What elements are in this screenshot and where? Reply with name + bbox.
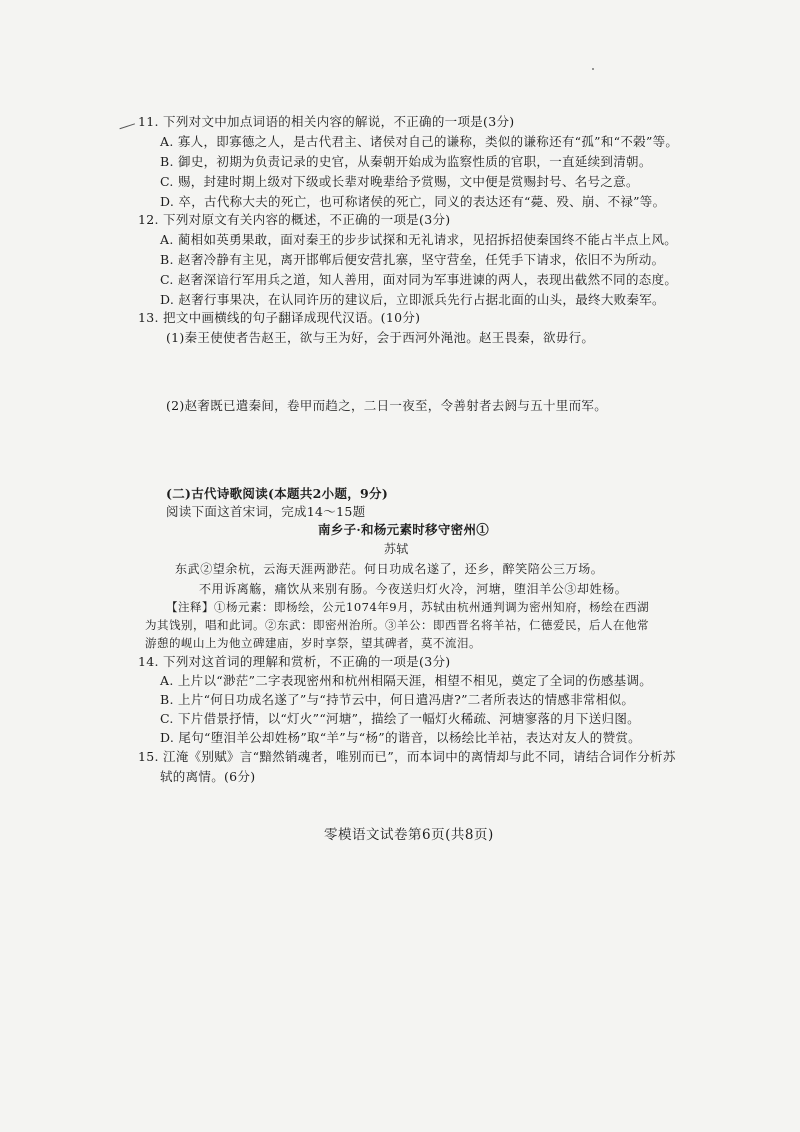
q14-stem: 14. 下列对这首词的理解和赏析，不正确的一项是(3分) — [138, 654, 451, 669]
q11-option-b: B. 御史，初期为负责记录的史官，从秦朝开始成为监察性质的官职，一直延续到清朝。 — [160, 154, 652, 169]
q14-option-b: B. 上片“何日功成名遂了”与“持节云中，何日遣冯唐?”二者所表达的情感非常相似。 — [160, 692, 635, 707]
q14-option-d: D. 尾句“堕泪羊公却姓杨”取“羊”与“杨”的谐音，以杨绘比羊祜，表达对友人的赞赏。 — [160, 730, 641, 745]
q12-option-b: B. 赵奢冷静有主见，离开邯郸后便安营扎寨，坚守营垒，任凭手下请求，依旧不为所动。 — [160, 252, 665, 267]
page-footer: 零模语文试卷第6页(共8页) — [324, 827, 494, 843]
scan-speck — [592, 68, 594, 70]
q11-option-c: C. 赐，封建时期上级对下级或长辈对晚辈给予赏赐，文中便是赏赐封号、名号之意。 — [160, 174, 639, 189]
q11-option-d: D. 卒，古代称大夫的死亡，也可称诸侯的死亡，同义的表达还有“薨、殁、崩、不禄”等。 — [160, 194, 666, 209]
poem-note-3: 游憩的岘山上为他立碑建庙，岁时享祭，望其碑者，莫不流泪。 — [145, 636, 481, 650]
q12-option-c: C. 赵奢深谙行军用兵之道，知人善用，面对同为军事进谏的两人，表现出截然不同的态度。 — [160, 272, 678, 287]
q13-sentence-2: (2)赵奢既已遣秦间，卷甲而趋之，二日一夜至，令善射者去阏与五十里而军。 — [166, 398, 608, 413]
poem-note-2: 为其饯别，唱和此词。②东武：即密州治所。③羊公：即西晋名将羊祜，仁德爱民，后人在他常 — [145, 618, 649, 632]
q14-option-a: A. 上片以“渺茫”二字表现密州和杭州相隔天涯，相望不相见，奠定了全词的伤感基调。 — [160, 673, 653, 688]
q15-stem: 15. 江淹《别赋》言“黯然销魂者，唯别而已”，而本词中的离情却与此不同，请结合词作分析苏 — [138, 749, 676, 764]
poem-line-2: 不用诉离觞，痛饮从来别有肠。今夜送归灯火冷，河塘，堕泪羊公③却姓杨。 — [199, 582, 628, 596]
section-instruction: 阅读下面这首宋词，完成14～15题 — [166, 504, 366, 519]
q12-option-a: A. 蔺相如英勇果敢，面对秦王的步步试探和无礼请求，见招拆招使秦国终不能占半点上风。 — [160, 232, 678, 247]
q11-stem: 11. 下列对文中加点词语的相关内容的解说，不正确的一项是(3分) — [138, 114, 515, 129]
q12-stem: 12. 下列对原文有关内容的概述，不正确的一项是(3分) — [138, 212, 451, 227]
q12-option-d: D. 赵奢行事果决，在认同许历的建议后，立即派兵先行占据北面的山头，最终大败秦军。 — [160, 292, 665, 307]
poem-line-1: 东武②望余杭，云海天涯两渺茫。何日功成名遂了，还乡，醉笑陪公三万场。 — [175, 562, 604, 576]
poem-author: 苏轼 — [384, 542, 409, 556]
q13-sentence-1: (1)秦王使使者告赵王，欲与王为好，会于西河外渑池。赵王畏秦，欲毋行。 — [166, 330, 595, 345]
q14-option-c: C. 下片借景抒情，以“灯火”“河塘”，描绘了一幅灯火稀疏、河塘寥落的月下送归图。 — [160, 711, 640, 726]
pen-mark — [117, 116, 135, 130]
section-heading: (二)古代诗歌阅读(本题共2小题，9分) — [166, 486, 389, 501]
q15-stem-cont: 轼的离情。(6分) — [160, 769, 256, 784]
poem-note-1: 【注释】①杨元素：即杨绘，公元1074年9月，苏轼由杭州通判调为密州知府，杨绘在西湖 — [166, 600, 650, 614]
poem-title: 南乡子·和杨元素时移守密州① — [318, 522, 490, 537]
q11-option-a: A. 寡人，即寡德之人，是古代君主、诸侯对自己的谦称，类似的谦称还有“孤”和“不榖”等。 — [160, 134, 679, 149]
q13-stem: 13. 把文中画横线的句子翻译成现代汉语。(10分) — [138, 310, 421, 325]
